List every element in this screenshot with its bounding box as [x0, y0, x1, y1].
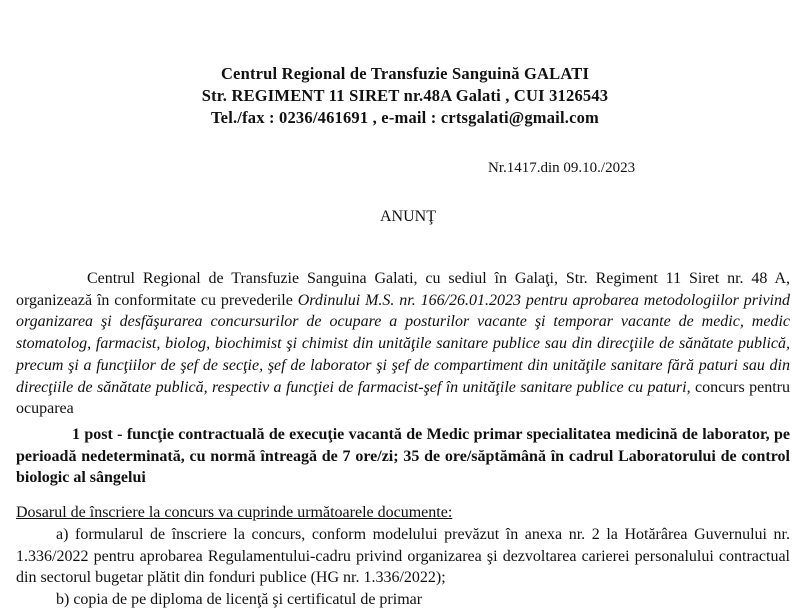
post-description: 1 post - funcţie contractuală de execuţie vacantă de Medic primar specialitatea medicină de laborator, pe perioadă nedeterminată, cu normă întreagă de 7 ore/zi; 35 de ore/săptămână în cadrul Laboratorului de control biologic al sângelui: [16, 426, 790, 487]
intro-tail: concurs pentru ocuparea: [16, 378, 790, 418]
intro-paragraph: [16, 268, 790, 420]
header-contact: Tel./fax : 0236/461691 , e-mail : crtsgalati@gmail.com: [210, 108, 599, 127]
header-institution-name: Centrul Regional de Transfuzie Sanguină GALATI: [220, 64, 590, 83]
dossier-heading: Dosarul de înscriere la concurs va cuprinde următoarele documente:: [16, 504, 453, 521]
document-number: Nr.1417.din 09.10./2023: [488, 160, 636, 176]
dossier-item-b: b) copia de pe diploma de licenţă şi certificatul de primar: [56, 591, 423, 608]
document-title: ANUNŢ: [380, 208, 436, 225]
order-reference: Ordinului M.S. nr. 166/26.01.2023 pentru aprobarea metodologiilor privind organizarea şi desfăşurarea concursurilor de ocupare a posturilor vacante şi temporar vacante de medic, medic stomatolog, farmacist, biolog, biochimist şi chimist din unităţile sanitare publice sau din direcţiile de sănătate publică, precum şi a funcţiilor de şef de secţie, şef de laborator şi şef de compartiment din unităţile sanitare fără paturi sau din direcţiile de sănătate publică, respectiv a funcţiei de farmacist-şef în unităţile sanitare publice cu paturi,: [16, 291, 790, 396]
header-address: Str. REGIMENT 11 SIRET nr.48A Galati , CUI 3126543: [201, 86, 609, 105]
intro-lead: Centrul Regional de Transfuzie Sanguina Galati, cu sediul în Galaţi, Str. Regiment 11 Siret nr. 48 A, organizează în conformitate cu prevederile: [16, 270, 790, 309]
dossier-item-a: a) formularul de înscriere la concurs, conform modelului prevăzut în anexa nr. 2 la Hotărârea Guvernului nr. 1.336/2022 pentru aprobarea Regulamentului-cadru privind organizarea şi dezvoltarea carierei personalului contractual din sectorul bugetar plătit din fonduri publice (HG nr. 1.336/2022);: [16, 526, 790, 587]
